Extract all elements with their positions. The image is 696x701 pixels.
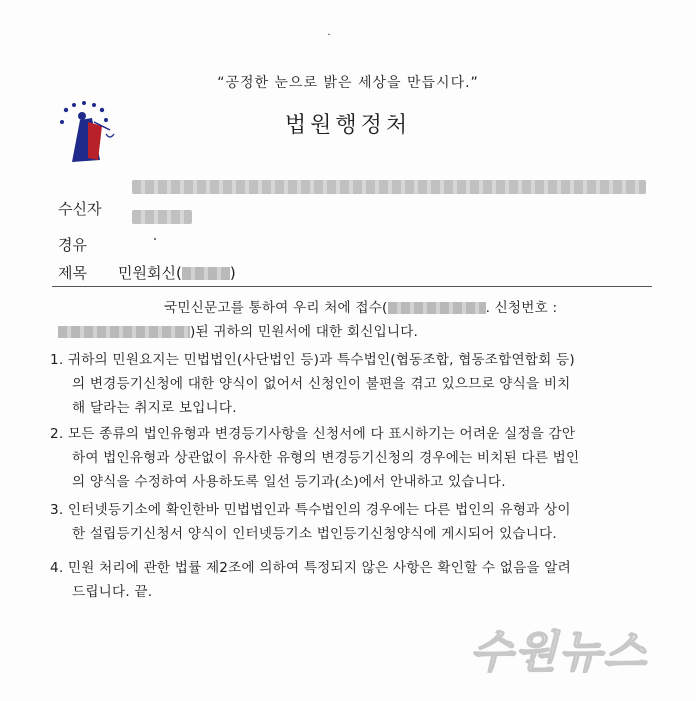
item3-line-2: 한 설립등기신청서 양식이 인터넷등기소 법인등기신청양식에 게시되어 있습니다.	[72, 526, 557, 542]
intro-text-b: . 신청번호 :	[485, 300, 558, 316]
item2-line-1: 2. 모든 종류의 법인유형과 변경등기사항을 신청서에 다 표시하기는 어려운 실정을 감안	[50, 426, 576, 442]
via-mark	[154, 238, 156, 240]
item4-line-2: 드립니다. 끝.	[72, 584, 153, 600]
subject-label: 제목	[58, 264, 87, 282]
intro-line-2	[58, 320, 418, 340]
item1-line-2: 의 변경등기신청에 대한 양식이 없어서 신청인이 불편을 겪고 있으므로 양식을 비치	[72, 376, 571, 392]
item1-line-1: 1. 귀하의 민원요지는 민법법인(사단법인 등)과 특수법인(협동조합, 협동조합연합회 등)	[50, 352, 575, 368]
subject-divider	[52, 286, 652, 287]
news-watermark: 수원뉴스	[470, 627, 649, 678]
agency-name: 법원행정처	[284, 113, 412, 138]
intro-line-1	[164, 296, 557, 316]
recipient-label: 수신자	[58, 200, 102, 218]
intro-text-c: )된 귀하의 민원서에 대한 회신입니다.	[190, 324, 419, 340]
scan-mark: ˙	[326, 32, 332, 46]
item1-line-3: 해 달라는 취지로 보입니다.	[72, 400, 237, 416]
via-label: 경유	[58, 236, 87, 254]
agency-motto: “공정한 눈으로 밝은 세상을 만듭시다.”	[217, 75, 479, 91]
subject-close: )	[229, 264, 236, 282]
redacted-subject	[182, 267, 230, 280]
item3-line-1: 3. 인터넷등기소에 확인한바 민법법인과 특수법인의 경우에는 다른 법인의 유형과 상이	[50, 502, 571, 518]
subject-prefix: 민원회신(	[118, 264, 182, 282]
item2-line-3: 의 양식을 수정하여 사용하도록 일선 등기과(소)에서 안내하고 있습니다.	[72, 474, 506, 490]
redacted-application-number	[58, 326, 190, 338]
item4-line-1: 4. 민원 처리에 관한 법률 제2조에 의하여 특정되지 않은 사항은 확인할 수 없음을 알려	[50, 560, 571, 576]
intro-text-a: 국민신문고를 통하여 우리 처에 접수(	[164, 300, 388, 316]
redacted-recipient-line-2	[132, 210, 192, 224]
item2-line-2: 하여 법인유형과 상관없이 유사한 유형의 변경등기신청의 경우에는 비치된 다른 법인	[72, 450, 580, 466]
subject-text	[118, 262, 236, 283]
redacted-recipient-line-1	[132, 180, 646, 194]
redacted-receipt-date	[388, 302, 486, 314]
